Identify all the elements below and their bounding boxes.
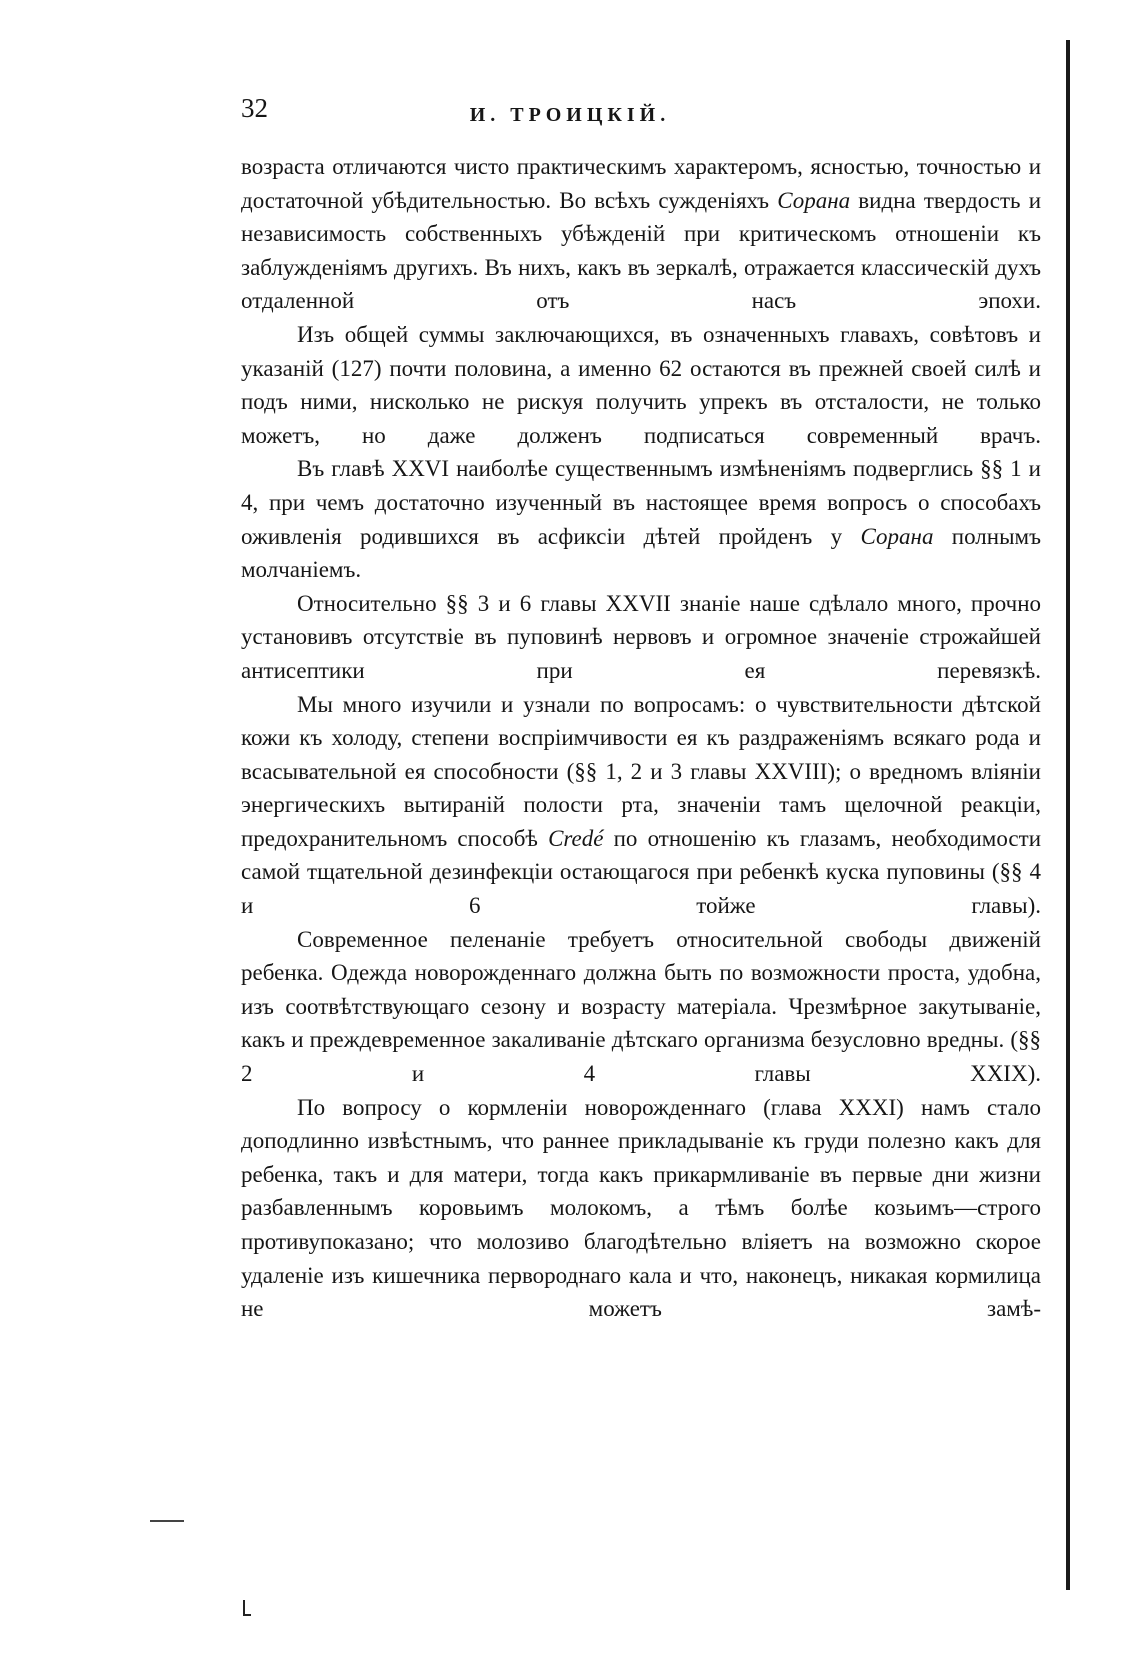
- italic-name: Сорана: [777, 187, 851, 213]
- italic-name: Сорана: [860, 523, 934, 549]
- paragraph: [241, 923, 1041, 1091]
- paragraph: [241, 688, 1041, 923]
- text-run: Изъ общей суммы заключающихся, въ означенныхъ главахъ, совѣтовъ и указаній (127) почти половина, а именно 62 остаются въ прежней своей силѣ и подъ ними, нисколько не рискуя получить упрекъ въ отсталости, не только можетъ, но даже долженъ подписаться современный врачъ.: [241, 321, 1041, 448]
- body-text: [241, 150, 1041, 1326]
- margin-mark: [150, 1520, 184, 1522]
- text-run: Относительно §§ 3 и 6 главы XXVII знаніе наше сдѣлало много, прочно установивъ отсутствіе въ пуповинѣ нервовъ и огромное значеніе строжайшей антисептики при ея перевязкѣ.: [241, 590, 1041, 683]
- paragraph: [241, 150, 1041, 318]
- paragraph: [241, 1091, 1041, 1326]
- text-run: Въ главѣ XXVI наиболѣе существеннымъ измѣненіямъ подверглись §§ 1 и 4, при чемъ достаточно изученный въ настоящее время вопросъ о способахъ оживленія родившихся въ асфиксіи дѣтей пройденъ у: [241, 456, 1041, 549]
- text-run: видна твердость и независимость собственныхъ убѣжденій при критическомъ отношеніи къ заблужденіямъ другихъ. Въ нихъ, какъ въ зеркалѣ, отражается классическій духъ отдаленной отъ насъ эпохи.: [241, 187, 1042, 314]
- text-run: возраста отличаются чисто практическимъ характеромъ, ясностью, точностью и достаточной убѣдительностью. Во всѣхъ сужденіяхъ: [241, 154, 1041, 213]
- text-run: по отношенію къ глазамъ, необходимости самой тщательной дезинфекціи остающагося при ребенкѣ куска пуповины (§§ 4 и 6 тойже главы).: [241, 825, 1042, 919]
- text-run: Мы много изучили и узнали по вопросамъ: о чувствительности дѣтской кожи къ холоду, степени воспріимчивости ея къ раздраженіямъ всякаго рода и всасывательной ея способности (§§ 1, 2 и 3 главы XXVIII); о вредномъ вліяніи энергическихъ вытираній полости рта, значеніи тамъ щелочной реакціи, предохранительномъ способѣ: [241, 691, 1041, 851]
- running-header: И. ТРОИЦКІЙ.: [469, 104, 671, 126]
- paragraph: [241, 318, 1041, 452]
- paragraph: [241, 587, 1041, 688]
- text-run: По вопросу о кормленіи новорожденнаго (глава XXXI) намъ стало доподлинно извѣстнымъ, что раннее прикладываніе къ груди полезно какъ для ребенка, такъ и для матери, тогда какъ прикармливаніе въ первые дни жизни разбавленнымъ коровьимъ молокомъ, а тѣмъ болѣе козьимъ—строго противупоказано; что молозиво благодѣтельно вліяетъ на возможно скорое удаленіе изъ кишечника первороднаго кала и что, наконецъ, никакая кормилица не можетъ замѣ-: [241, 1094, 1041, 1322]
- signature-mark: [243, 1600, 251, 1616]
- paragraph: [241, 452, 1041, 586]
- italic-name: Credé: [548, 825, 604, 851]
- page-number: 32: [241, 93, 268, 123]
- spine-shadow-line: [1066, 40, 1070, 1590]
- text-run: Современное пеленаніе требуетъ относительной свободы движеній ребенка. Одежда новорожденнаго должна быть по возможности проста, удобна, изъ соотвѣтствующаго сезону и возрасту матеріала. Чрезмѣрное закутываніе, какъ и преждевременное закаливаніе дѣтскаго организма безусловно вредны. (§§ 2 и 4 главы XXIX).: [241, 926, 1041, 1087]
- text-run: полнымъ молчаніемъ.: [241, 523, 1041, 583]
